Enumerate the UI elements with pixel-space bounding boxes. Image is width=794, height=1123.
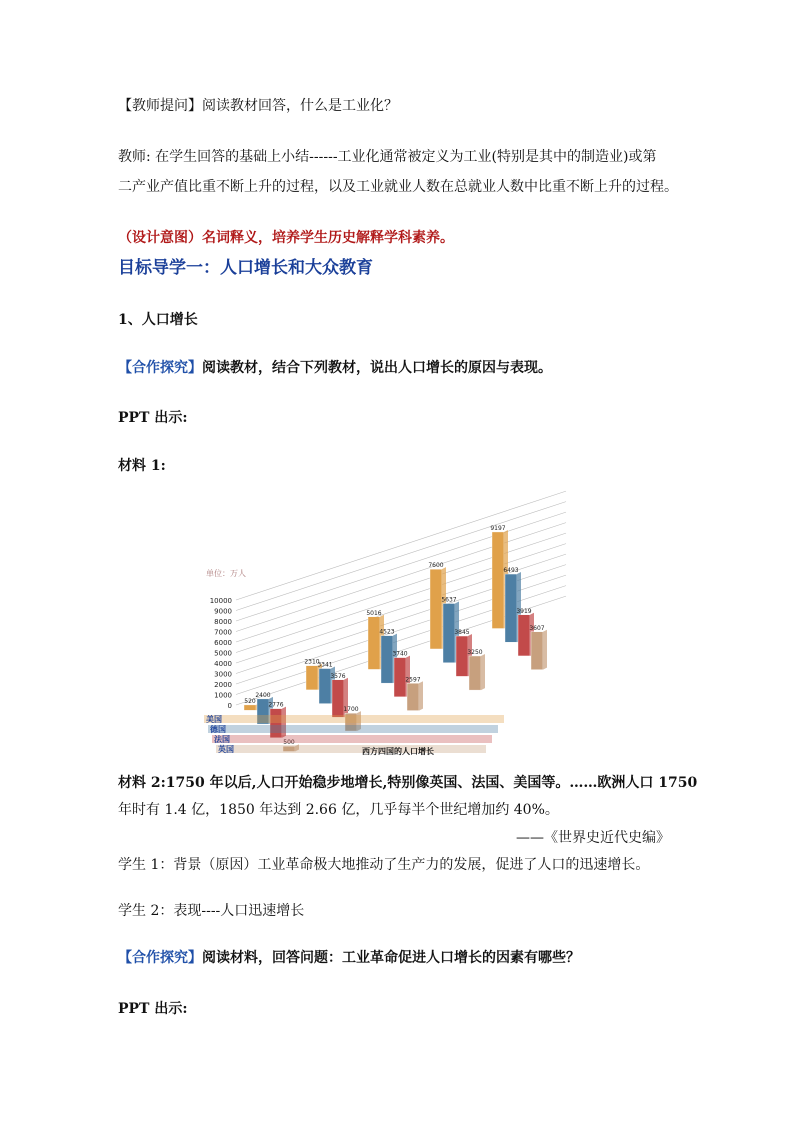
y-tick-label: 4000	[214, 660, 232, 668]
bar	[368, 617, 380, 670]
bar	[306, 666, 318, 690]
teacher-summary-line1: 教师: 在学生回答的基础上小结------工业化通常被定义为工业(特别是其中的制造业)或第	[118, 149, 657, 165]
bar	[381, 636, 393, 683]
bar	[430, 569, 442, 649]
ppt-show-2: PPT 出示:	[118, 1001, 188, 1017]
bar	[469, 656, 481, 690]
bar	[407, 683, 419, 710]
inquiry-text-2: 阅读材料，回答问题：工业革命促进人口增长的因素有哪些？	[202, 950, 580, 966]
data-label: 2597	[405, 676, 421, 684]
material-2-label-part: 材料 2:1750 年以后,人口开始稳步地增长,特别像英国、法国、美国等。……欧洲人口 1750	[118, 775, 698, 791]
y-tick-label: 2000	[214, 681, 232, 689]
teacher-question-tag: 【教师提问】	[118, 98, 202, 114]
chart-legend	[204, 714, 504, 754]
material-2-source: ——《世界史近代史编》	[516, 830, 670, 846]
bar	[244, 705, 256, 710]
data-label: 3576	[330, 672, 346, 680]
y-tick-label: 0	[227, 702, 232, 710]
data-label: 3845	[454, 629, 470, 637]
chart-unit-label: 单位：万人	[206, 569, 246, 578]
bar-side	[481, 654, 485, 690]
material-2-line1	[118, 773, 697, 793]
legend-band	[204, 715, 504, 723]
y-tick-label: 6000	[214, 639, 232, 647]
ppt-show-1: PPT 出示:	[118, 410, 188, 426]
teacher-question	[118, 96, 398, 116]
legend-label: 德国	[210, 725, 226, 734]
cooperative-inquiry-1	[118, 358, 552, 378]
data-label: 520	[244, 697, 256, 705]
inquiry-tag-2: 【合作探究】	[118, 950, 202, 966]
y-tick-label: 10000	[209, 597, 232, 605]
data-label: 5637	[441, 596, 457, 604]
legend-label: 法国	[214, 735, 230, 744]
bar	[456, 636, 468, 676]
data-label: 3740	[392, 650, 408, 658]
inquiry-tag-1: 【合作探究】	[118, 360, 202, 376]
cooperative-inquiry-2	[118, 948, 580, 968]
bar	[531, 632, 543, 670]
y-tick-label: 3000	[214, 670, 232, 679]
chart-y-axis	[210, 597, 232, 710]
data-label: 2310	[304, 658, 320, 666]
data-label: 2400	[255, 691, 271, 699]
data-label: 3341	[317, 661, 333, 669]
y-tick-label: 1000	[214, 691, 232, 700]
bar-side	[419, 681, 423, 710]
bar	[492, 532, 504, 629]
y-tick-label: 7000	[214, 628, 232, 637]
bar	[443, 604, 455, 663]
bar	[270, 709, 282, 738]
data-label: 3919	[516, 607, 532, 615]
population-chart	[196, 524, 596, 765]
teacher-summary-line2: 二产业产值比重不断上升的过程，以及工业就业人数在总就业人数中比重不断上升的过程。	[118, 179, 678, 195]
y-tick-label: 5000	[214, 649, 232, 658]
data-label: 500	[283, 739, 295, 747]
data-label: 3250	[467, 648, 483, 656]
legend-band	[208, 725, 498, 733]
material-1-label: 材料 1:	[118, 458, 166, 474]
bar	[518, 615, 530, 656]
student-2-answer: 学生 2：表现----人口迅速增长	[118, 903, 305, 919]
data-label: 3607	[529, 624, 545, 632]
inquiry-text-1: 阅读教材，结合下列教材，说出人口增长的原因与表现。	[202, 360, 552, 376]
student-1-answer: 学生 1：背景（原因）工业革命极大地推动了生产力的发展，促进了人口的迅速增长。	[118, 857, 650, 873]
data-label: 1700	[343, 706, 359, 714]
bar	[394, 658, 406, 697]
legend-band	[216, 745, 486, 753]
legend-label: 英国	[218, 745, 234, 754]
material-2-line2: 年时有 1.4 亿，1850 年达到 2.66 亿，几乎每半个世纪增加约 40%。	[118, 802, 559, 818]
design-intent: （设计意图）名词释义，培养学生历史解释学科素养。	[118, 230, 454, 246]
section-heading: 1、人口增长	[118, 312, 198, 328]
y-tick-label: 8000	[214, 618, 232, 626]
y-tick-label: 9000	[214, 607, 232, 616]
data-label: 6493	[503, 567, 519, 575]
chart-title: 西方四国的人口增长	[362, 747, 434, 756]
goal-heading: 目标导学一：人口增长和大众教育	[118, 258, 373, 278]
data-label: 4523	[379, 628, 395, 636]
bar-side	[543, 630, 547, 670]
legend-label: 美国	[206, 715, 222, 724]
data-label: 2776	[268, 701, 284, 709]
data-label: 9197	[490, 524, 506, 532]
teacher-question-text: 阅读教材回答，什么是工业化？	[202, 98, 398, 114]
data-label: 5016	[366, 609, 382, 617]
data-label: 7600	[428, 562, 444, 570]
bar	[505, 574, 517, 642]
bar	[332, 680, 344, 718]
legend-band	[212, 735, 492, 743]
bar	[319, 669, 331, 704]
